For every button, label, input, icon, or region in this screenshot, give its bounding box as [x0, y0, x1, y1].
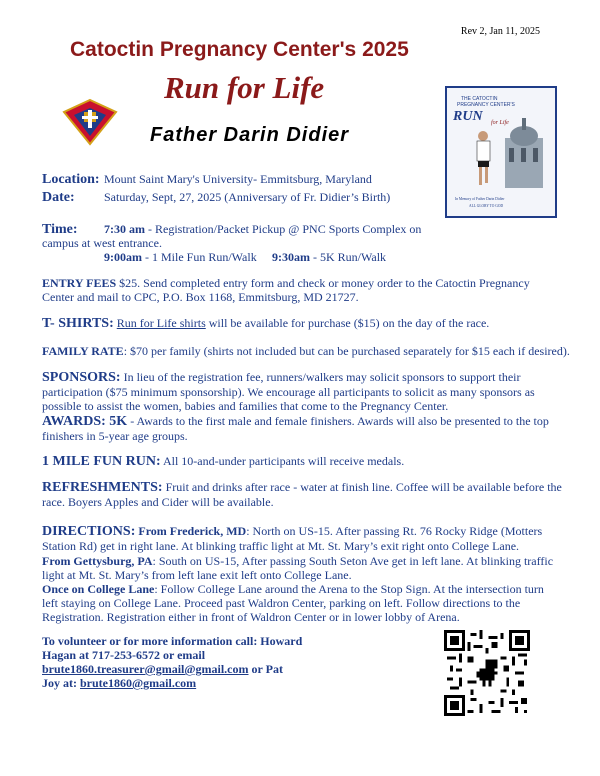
- event-title: Run for Life: [164, 70, 325, 105]
- tshirts-link[interactable]: Run for Life shirts: [116, 316, 206, 330]
- family-rate: [42, 344, 572, 358]
- college-label: Once on College Lane: [42, 582, 155, 596]
- location-line: [42, 172, 372, 187]
- event-poster-image: [445, 86, 557, 218]
- awards: [42, 414, 562, 443]
- location-label: Location:: [42, 172, 100, 187]
- contact-line1: To volunteer or for more information call: Howard: [42, 634, 303, 648]
- refreshments-label: REFRESHMENTS:: [42, 480, 163, 495]
- directions-gettysburg: [42, 554, 562, 582]
- family-rate-text: : $70 per family (shirts not included but can be purchased separately for $15 each if desired).: [123, 344, 570, 358]
- tshirts-text: will be available for purchase ($15) on the day of the race.: [205, 316, 490, 330]
- awards-text: - Awards to the first male and female finishers. Awards will also be presented to the top finishers in 5-year age groups.: [42, 414, 549, 443]
- poster-run: RUN: [453, 109, 483, 124]
- directions-label: DIRECTIONS:: [42, 524, 136, 539]
- time-first: 7:30 am: [104, 222, 145, 236]
- entry-fees: [42, 276, 562, 304]
- knights-emblem-icon: [62, 98, 118, 146]
- date-line: [42, 190, 390, 205]
- time-first-text: - Registration/Packet Pickup @ PNC Sports Complex on: [145, 222, 422, 236]
- time-third-line: [272, 250, 386, 264]
- gettysburg-text: : South on US-15, After passing South Seton Ave get in left lane. At blinking traffic light at Mt. St. Mary’s from left lane exit left onto College Lane.: [42, 554, 554, 582]
- contact-block: [42, 634, 422, 690]
- awards-label: AWARDS: 5K: [42, 414, 128, 429]
- time-first-cont: campus at west entrance.: [42, 236, 162, 250]
- directions-college: [42, 582, 562, 624]
- poster-line2: PREGNANCY CENTER'S: [457, 102, 515, 108]
- poster-glory: ALL GLORY TO GOD: [469, 204, 504, 208]
- organization-title: Catoctin Pregnancy Center's 2025: [70, 38, 409, 61]
- entry-fees-text: $25. Send completed entry form and check or money order to the Catoctin Pregnancy Center and mail to CPC, P.O. Box 1168, Emmitsburg, MD 21727.: [42, 276, 530, 304]
- revision-note: Rev 2, Jan 11, 2025: [460, 26, 540, 37]
- poster-sub: for Life: [491, 120, 509, 126]
- frederick-label: From Frederick, MD: [135, 524, 247, 538]
- time-second-line: [104, 250, 257, 264]
- honoree-name: Father Darin Didier: [150, 124, 350, 146]
- poster-line1: THE CATOCTIN: [461, 96, 498, 102]
- tshirts: [42, 316, 562, 331]
- family-rate-label: FAMILY RATE: [42, 344, 124, 358]
- fun-run: [42, 454, 562, 469]
- sponsors-text: In lieu of the registration fee, runners/walkers may solicit sponsors to support their participation ($75 minimum sponsorship). We encourage all participants to solicit as many sponsors as possible to assist the women, babies and families that come to the Pregnancy Center.: [42, 370, 535, 413]
- tshirts-label: T- SHIRTS:: [42, 316, 114, 331]
- gettysburg-label: From Gettysburg, PA: [42, 554, 153, 568]
- date-value: Saturday, Sept, 27, 2025 (Anniversary of Fr. Didier’s Birth): [104, 190, 391, 204]
- fun-run-text: All 10-and-under participants will receive medals.: [160, 454, 405, 468]
- contact-line2: Hagan at 717-253-6572 or email: [42, 648, 206, 662]
- time-second: 9:00am: [104, 250, 142, 264]
- sponsors: [42, 370, 562, 413]
- directions-frederick: [42, 524, 562, 553]
- fun-run-label: 1 MILE FUN RUN:: [42, 454, 161, 469]
- location-value: Mount Saint Mary's University- Emmitsburg, Maryland: [104, 172, 372, 186]
- frederick-text: : North on US-15. After passing Rt. 76 Rocky Ridge (Motters Station Rd) get in right lane. At blinking traffic light at Mt. St. Mary’s exit right onto College Lane.: [42, 524, 543, 553]
- refreshments: [42, 480, 562, 509]
- date-label: Date:: [42, 190, 75, 205]
- poster-memory: In Memory of Father Darin Didier: [455, 197, 505, 201]
- contact-email-2[interactable]: brute1860@gmail.com: [80, 676, 197, 690]
- entry-fees-label: ENTRY FEES: [42, 276, 117, 290]
- qr-code-icon[interactable]: [444, 630, 530, 716]
- college-text: : Follow College Lane around the Arena to the Stop Sign. At the intersection turn left staying on College Lane. Proceed past Waldron Center, parking on left. Follow directions to the Registration. Registration either in front of Waldron Center or in lower lobby of Arena.: [42, 582, 544, 624]
- time-block: [42, 222, 562, 237]
- time-third-text: - 5K Run/Walk: [310, 250, 387, 264]
- contact-email-1[interactable]: brute1860.treasurer@gmail@gmail.com: [42, 662, 249, 676]
- time-second-text: - 1 Mile Fun Run/Walk: [142, 250, 257, 264]
- time-third: 9:30am: [272, 250, 310, 264]
- refreshments-text: Fruit and drinks after race - water at finish line. Coffee will be available before the race. Boyers Apples and Cider will be available.: [42, 480, 562, 509]
- contact-or-pat: or Pat: [248, 662, 283, 676]
- time-label: Time:: [42, 222, 78, 237]
- sponsors-label: SPONSORS:: [42, 370, 121, 385]
- contact-joy: Joy at:: [42, 676, 80, 690]
